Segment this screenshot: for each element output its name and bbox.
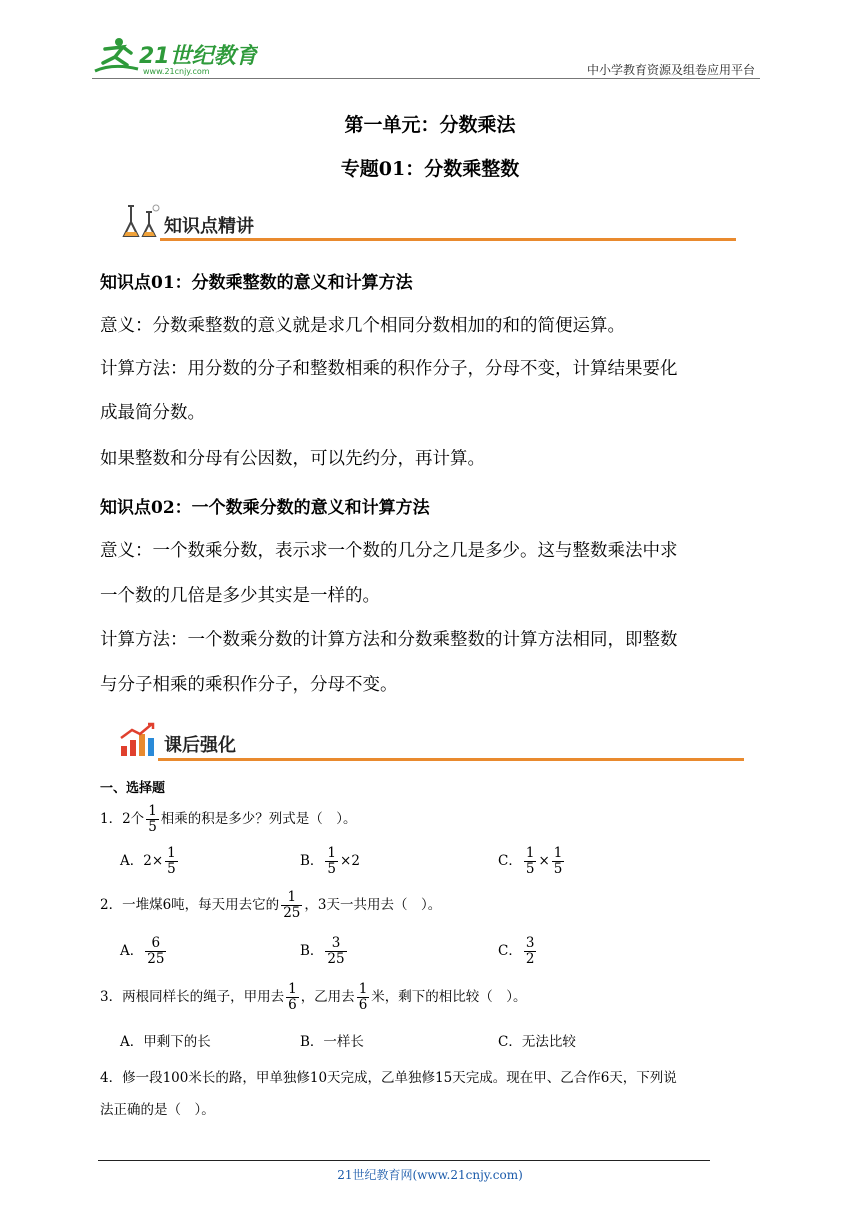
svg-text:www.21cnjy.com: www.21cnjy.com bbox=[143, 67, 210, 76]
section-title-practice: 课后强化 bbox=[164, 735, 236, 756]
question-2: 2．一堆煤6吨，每天用去它的 $\frac{1}{25}$ ，3天一共用去（ ）。 bbox=[100, 889, 442, 921]
q2-option-c: C． $\frac{3}{2}$ bbox=[498, 935, 535, 967]
logo bbox=[93, 33, 258, 77]
section-underline bbox=[160, 238, 736, 241]
q2-option-a: A． $\frac{6}{25}$ bbox=[120, 935, 165, 967]
q1-option-c: C． $\frac{1}{5}$ × $\frac{1}{5}$ bbox=[498, 845, 563, 877]
section-banner-practice bbox=[116, 720, 746, 764]
kp2-line: 一个数的几倍是多少其实是一样的。 bbox=[100, 586, 380, 606]
bar-chart-icon bbox=[118, 722, 158, 758]
kp2-line: 与分子相乘的乘积作分子，分母不变。 bbox=[100, 675, 398, 695]
fraction: $\frac{1}{5}$ bbox=[148, 803, 157, 835]
q3-option-c: C．无法比较 bbox=[498, 1034, 576, 1050]
section-underline bbox=[158, 758, 744, 761]
question-3: 3．两根同样长的绳子，甲用去 $\frac{1}{6}$ ，乙用去 $\frac{1}{6}$ 米，剩下的相比较（ ）。 bbox=[100, 981, 527, 1013]
kp1-heading: 知识点01：分数乘整数的意义和计算方法 bbox=[100, 273, 413, 293]
kp2-line: 计算方法：一个数乘分数的计算方法和分数乘整数的计算方法相同，即整数 bbox=[100, 630, 678, 650]
section-banner-knowledge bbox=[118, 200, 738, 244]
kp1-line: 如果整数和分母有公因数，可以先约分，再计算。 bbox=[100, 449, 485, 469]
kp1-line: 成最简分数。 bbox=[100, 403, 205, 423]
kp2-line: 意义：一个数乘分数，表示求一个数的几分之几是多少。这与整数乘法中求 bbox=[100, 541, 678, 561]
flask-icon bbox=[122, 202, 162, 240]
page-title: 第一单元：分数乘法 bbox=[344, 114, 516, 136]
part-heading: 一、选择题 bbox=[100, 781, 166, 796]
header-platform-text: 中小学教育资源及组卷应用平台 bbox=[586, 63, 755, 77]
question-4-line: 法正确的是（ ）。 bbox=[100, 1102, 215, 1118]
q2-option-b: B． $\frac{3}{25}$ bbox=[300, 935, 345, 967]
runner-logo-icon bbox=[93, 33, 258, 77]
svg-text:21世纪教育: 21世纪教育 bbox=[139, 44, 258, 69]
question-4-line: 4．修一段100米长的路，甲单独修10天完成，乙单独修15天完成。现在甲、乙合作6天，下列说 bbox=[100, 1070, 677, 1086]
footer-divider bbox=[98, 1160, 710, 1161]
q1-option-a: A．2× $\frac{1}{5}$ bbox=[120, 845, 176, 877]
q1-option-b: B． $\frac{1}{5}$ ×2 bbox=[300, 845, 360, 877]
kp1-line: 计算方法：用分数的分子和整数相乘的积作分子，分母不变，计算结果要化 bbox=[100, 359, 678, 379]
q3-option-a: A．甲剩下的长 bbox=[120, 1034, 211, 1050]
question-1: 1．2个 $\frac{1}{5}$ 相乘的积是多少？列式是（ ）。 bbox=[100, 803, 357, 835]
kp1-line: 意义：分数乘整数的意义就是求几个相同分数相加的和的简便运算。 bbox=[100, 316, 625, 336]
q3-option-b: B．一样长 bbox=[300, 1034, 364, 1050]
page-subtitle: 专题01：分数乘整数 bbox=[340, 158, 520, 180]
footer-text[interactable]: 21世纪教育网(www.21cnjy.com) bbox=[337, 1168, 523, 1182]
section-title-knowledge: 知识点精讲 bbox=[164, 216, 254, 237]
header-divider bbox=[92, 78, 760, 79]
kp2-heading: 知识点02：一个数乘分数的意义和计算方法 bbox=[100, 498, 430, 518]
